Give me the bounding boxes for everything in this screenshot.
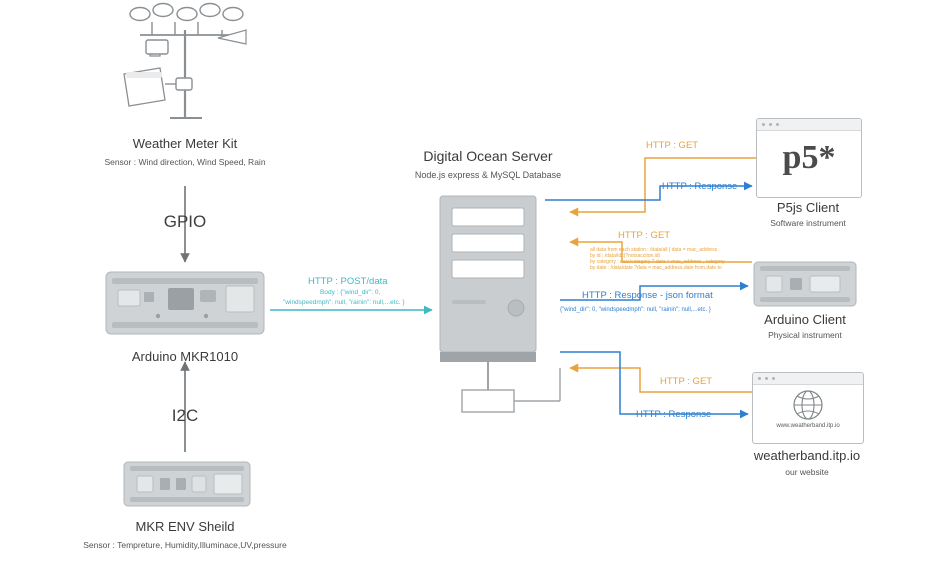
server-title: Digital Ocean Server (423, 148, 553, 164)
gpio-label: GPIO (163, 212, 207, 231)
weather-kit-subtitle: Sensor : Wind direction, Wind Speed, Rain (104, 157, 266, 167)
i2c-label: I2C (171, 406, 199, 425)
post-data-body-line1: Body : {"wind_dir": 0, (320, 289, 381, 296)
website-window[interactable] (752, 372, 864, 444)
arduino-get-detail-2: by category : data/category ? data = mac_address , category (590, 259, 725, 265)
env-shield-title: MKR ENV Sheild (135, 519, 235, 534)
arduino-get-detail-1: by id : /data/id/:|?notsacction.id| (590, 253, 660, 259)
arduino-mkr-title: Arduino MKR1010 (131, 349, 239, 364)
browser-titlebar (757, 119, 861, 131)
p5-get-label: HTTP : GET (646, 140, 699, 151)
arduino-response-detail: {"wind_dir": 0, "windspeedmph": null, "rainin": null,...etc. } (560, 307, 711, 313)
server-subtitle: Node.js express & MySQL Database (414, 170, 562, 180)
post-data-body-line2: "windspeedmph": null, "rainin": null,...etc. } (283, 299, 405, 306)
arduino-response-label: HTTP : Response - json format (582, 290, 713, 301)
arduino-client-title: Arduino Client (764, 312, 846, 327)
p5-logo: p5* (782, 139, 836, 176)
website-title: weatherband.itp.io (753, 448, 861, 463)
browser-titlebar (753, 373, 863, 385)
p5-client-title: P5js Client (776, 200, 840, 215)
globe-icon (753, 385, 863, 423)
post-data-label: HTTP : POST/data (308, 276, 388, 287)
website-subtitle: our website (785, 467, 829, 477)
web-get-label: HTTP : GET (660, 376, 713, 387)
arduino-client-subtitle: Physical instrument (768, 330, 842, 340)
p5-client-subtitle: Software instrument (770, 218, 846, 228)
arduino-get-label: HTTP : GET (618, 230, 671, 241)
arduino-get-detail-0: all data from each station : /data/all | data = mac_address (590, 247, 718, 253)
env-shield-subtitle: Sensor : Tempreture, Humidity,Illuminace,UV,pressure (83, 540, 287, 550)
arduino-get-detail-3: by date : /data/date ?data = mac_address,date from,date to (590, 265, 722, 271)
p5-client-window[interactable] (756, 118, 862, 198)
website-url-text: www.weatherband.itp.io (776, 423, 840, 429)
p5-response-label: HTTP : Response (662, 181, 738, 192)
web-response-label: HTTP : Response (636, 409, 712, 420)
weather-kit-title: Weather Meter Kit (132, 136, 238, 151)
